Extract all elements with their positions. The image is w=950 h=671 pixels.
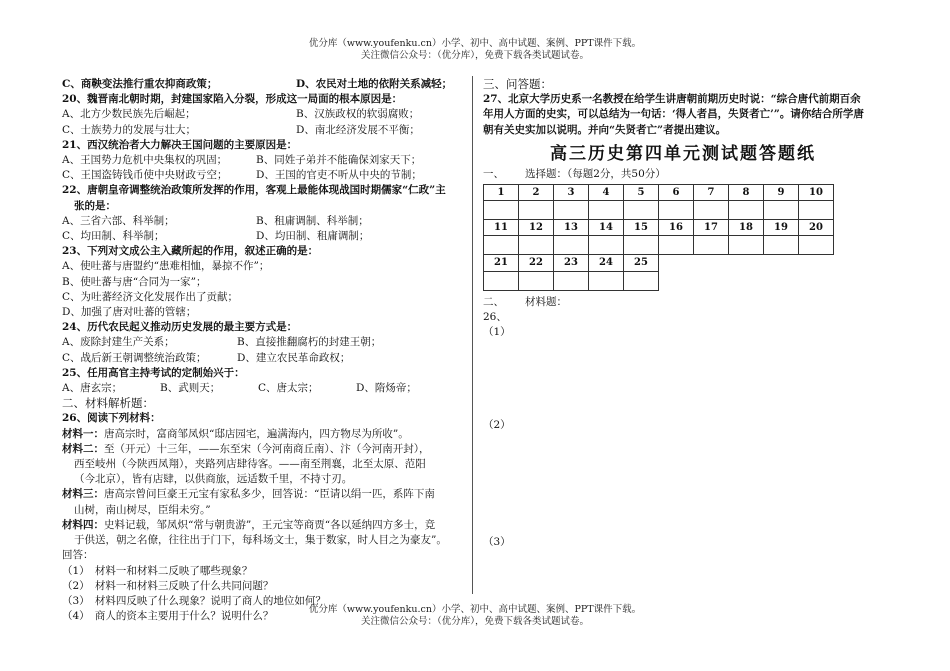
answer-grid-blank-cell[interactable] xyxy=(589,271,624,290)
footer-line-2: 关注微信公众号：（优分库），免费下载各类试题试卷。 xyxy=(360,616,589,627)
answer-grid-blank-cell[interactable] xyxy=(659,236,694,255)
answer-grid-blank-cell[interactable] xyxy=(624,236,659,255)
answer-grid-blank-cell[interactable] xyxy=(519,271,554,290)
answer-grid-row-3-numbers xyxy=(484,255,834,271)
answer-grid-blank-cell[interactable] xyxy=(764,201,799,220)
q24-stem: 24、历代农民起义推动历史发展的最主要方式是： xyxy=(62,321,298,334)
answer-grid-blank-cell[interactable] xyxy=(484,271,519,290)
answer-grid-number-cell: 21 xyxy=(484,255,519,271)
q24-option-c: C、战后新王朝调整统治政策； xyxy=(62,351,207,364)
answer-grid-number-cell: 18 xyxy=(729,220,764,236)
answer-grid-row-1-blanks xyxy=(484,201,834,220)
q24-option-b: B、直接推翻腐朽的封建王朝； xyxy=(237,336,382,349)
q20-option-a: A、北方少数民族先后崛起； xyxy=(62,108,196,121)
answer-grid-blank-cell[interactable] xyxy=(729,201,764,220)
answer-part-1-label: （1） xyxy=(483,326,511,339)
q21-option-c: C、王国盗铸钱币使中央财政亏空； xyxy=(62,169,228,182)
q25-option-b: B、武则天； xyxy=(160,382,221,395)
material-2-line-2: 西至岐州（今陕西凤翔），夹路列店肆待客。——南至荆襄，北至太原、范阳 xyxy=(74,458,426,471)
answer-grid-number-cell: 11 xyxy=(484,220,519,236)
answer-grid-number-cell: 24 xyxy=(589,255,624,271)
material-3 xyxy=(62,487,462,502)
answer-sheet-title: 高三历史第四单元测试题答题纸 xyxy=(550,143,816,164)
choice-section-label: 选择题：（每题2分，共50分） xyxy=(525,167,666,180)
material-3-line-2: 山树，南山树尽，臣绢未穷。” xyxy=(74,503,211,516)
answer-grid-number-cell: 14 xyxy=(589,220,624,236)
answer-grid-blank-cell[interactable] xyxy=(484,236,519,255)
q24-option-a: A、废除封建生产关系； xyxy=(62,336,175,349)
answer-grid-blank-cell[interactable] xyxy=(729,236,764,255)
material-3-label: 材料三： xyxy=(62,488,104,501)
answer-grid-number-cell: 16 xyxy=(659,220,694,236)
answer-grid-blank-cell[interactable] xyxy=(484,201,519,220)
q25-option-d: D、隋炀帝； xyxy=(356,382,417,395)
q19-option-d: D、农民对土地的依附关系减轻； xyxy=(296,78,453,90)
q19-options xyxy=(62,77,462,92)
q23-stem: 23、下列对文成公主入藏所起的作用，叙述正确的是： xyxy=(62,245,319,258)
q20-stem: 20、魏晋南北朝时期，封建国家陷入分裂，形成这一局面的根本原因是： xyxy=(62,93,403,106)
material-section-label: 材料题： xyxy=(525,295,567,308)
q22-option-d: D、均田制、租庸调制； xyxy=(256,230,370,243)
answer-grid-number-cell: 4 xyxy=(589,185,624,201)
q23-option-d: D、加强了唐对吐蕃的管辖； xyxy=(62,306,197,319)
answer-grid-number-cell: 5 xyxy=(624,185,659,201)
q22-option-c: C、均田制、科举制； xyxy=(62,230,165,243)
answer-grid-blank-cell[interactable] xyxy=(799,201,834,220)
q20-option-c: C、士族势力的发展与壮大； xyxy=(62,123,197,136)
q26-stem: 26、阅读下列材料： xyxy=(62,412,161,425)
answer-grid-empty-cell xyxy=(659,255,694,271)
q23-option-c: C、为吐蕃经济文化发展作出了贡献； xyxy=(62,290,239,303)
answer-grid xyxy=(483,184,834,291)
answer-grid-blank-cell[interactable] xyxy=(589,236,624,255)
answer-part-3[interactable] xyxy=(483,535,883,550)
answer-part-2-label: （2） xyxy=(483,419,511,432)
column-divider xyxy=(472,76,473,594)
material-2-line-1: 至（开元）十三年，——东至宋（今河南商丘南）、汴（今河南开封）， xyxy=(104,442,430,455)
q25-options xyxy=(62,381,462,396)
answer-grid-number-cell: 7 xyxy=(694,185,729,201)
q23-option-a: A、使吐蕃与唐盟约“患难相恤，暴掠不作”； xyxy=(62,260,270,273)
answer-grid-blank-cell[interactable] xyxy=(799,236,834,255)
footer-line-1: 优分库（www.youfenku.cn）小学、初中、高中试题、案例、PPT课件下载。 xyxy=(308,604,642,615)
answer-grid-blank-cell[interactable] xyxy=(764,236,799,255)
answer-grid-blank-cell[interactable] xyxy=(554,236,589,255)
answer-grid-number-cell: 15 xyxy=(624,220,659,236)
answer-grid-number-cell: 6 xyxy=(659,185,694,201)
answer-label: 回答： xyxy=(62,549,94,562)
material-1-text: 唐高宗时，富商邹凤炽“邸店园宅，遍满海内，四方物尽为所收”。 xyxy=(104,427,409,440)
answer-grid-number-cell: 19 xyxy=(764,220,799,236)
q25-option-a: A、唐玄宗； xyxy=(62,382,123,395)
answer-grid-number-cell: 2 xyxy=(519,185,554,201)
answer-grid-number-cell: 13 xyxy=(554,220,589,236)
answer-grid-row-2-blanks xyxy=(484,236,834,255)
answer-grid-empty-cell xyxy=(729,271,764,290)
answer-grid-blank-cell[interactable] xyxy=(589,201,624,220)
answer-grid-empty-cell xyxy=(694,271,729,290)
answer-grid-blank-cell[interactable] xyxy=(624,201,659,220)
answer-grid-number-cell: 17 xyxy=(694,220,729,236)
answer-grid-number-cell: 20 xyxy=(799,220,834,236)
section-3-heading: 三、问答题： xyxy=(483,77,552,91)
q22-option-a: A、三省六部、科举制； xyxy=(62,214,175,227)
answer-grid-number-cell: 22 xyxy=(519,255,554,271)
q21-option-d: D、王国的官吏不听从中央的节制； xyxy=(256,169,422,182)
material-4-line-2: 于供送，朝之名僚，往往出于门下，每科场文士，集于数家，时人目之为豪友”。 xyxy=(74,534,447,547)
q20-option-b: B、汉族政权的软弱腐败； xyxy=(296,108,420,121)
answer-grid-blank-cell[interactable] xyxy=(554,271,589,290)
answer-grid-number-cell: 1 xyxy=(484,185,519,201)
section-2-heading: 二、材料解析题： xyxy=(62,396,154,411)
q19-option-c: C、商鞅变法推行重农抑商政策； xyxy=(62,78,218,90)
choice-section-heading xyxy=(483,167,883,182)
q24-options-cd xyxy=(62,351,462,366)
material-section-number: 二、 xyxy=(483,295,504,308)
answer-grid-number-cell: 23 xyxy=(554,255,589,271)
q20-options-ab xyxy=(62,107,462,122)
q22-option-b: B、租庸调制、科举制； xyxy=(256,214,369,227)
answer-grid-number-cell: 9 xyxy=(764,185,799,201)
answer-part-1[interactable] xyxy=(483,325,883,418)
answer-grid-row-2-numbers xyxy=(484,220,834,236)
choice-section-number: 一、 xyxy=(483,167,504,180)
answer-grid-empty-cell xyxy=(659,271,694,290)
answer-grid-blank-cell[interactable] xyxy=(519,201,554,220)
q22-options-ab xyxy=(62,214,462,229)
q27-line-1: 27、北京大学历史系一名教授在给学生讲唐朝前期历史时说：“综合唐代前期百余 xyxy=(483,93,861,106)
q22-options-cd xyxy=(62,229,462,244)
answer-grid-blank-cell[interactable] xyxy=(694,236,729,255)
answer-grid-empty-cell xyxy=(799,271,834,290)
q26-sub-3: （3） 材料四反映了什么现象？说明了商人的地位如何？ xyxy=(62,594,326,607)
q25-option-c: C、唐太宗； xyxy=(258,382,319,395)
q20-options-cd xyxy=(62,123,462,138)
page-footer xyxy=(0,604,950,628)
q21-option-a: A、王国势力危机中央集权的巩固； xyxy=(62,154,228,167)
answer-grid-blank-cell[interactable] xyxy=(624,271,659,290)
q26-sub-2: （2） 材料一和材料三反映了什么共同问题？ xyxy=(62,579,274,592)
material-3-line-1: 唐高宗曾问巨豪王元宝有家私多少，回答说：“臣请以绢一匹，系阵下南 xyxy=(104,488,435,501)
answer-grid-blank-cell[interactable] xyxy=(694,201,729,220)
answer-part-2[interactable] xyxy=(483,418,883,535)
answer-grid-empty-cell xyxy=(764,255,799,271)
answer-q26-label: 26、 xyxy=(483,310,507,323)
header-line-2: 关注微信公众号：（优分库），免费下载各类试题试卷。 xyxy=(360,50,589,61)
answer-grid-blank-cell[interactable] xyxy=(554,201,589,220)
material-2-label: 材料二： xyxy=(62,442,104,455)
q25-stem: 25、任用高官主持考试的定制始兴于： xyxy=(62,366,245,379)
q22-stem-line2: 张的是： xyxy=(74,199,116,212)
q23-option-b: B、使吐蕃与唐“合同为一家”； xyxy=(62,275,207,288)
page-header xyxy=(0,38,950,62)
material-4-line-1: 史料记载，邹凤炽“常与朝贵游”，王元宝等商贾“各以延纳四方多士，竞 xyxy=(104,518,436,531)
answer-grid-number-cell: 25 xyxy=(624,255,659,271)
material-section-heading xyxy=(483,295,883,310)
answer-grid-empty-cell xyxy=(729,255,764,271)
answer-grid-number-cell: 3 xyxy=(554,185,589,201)
answer-grid-number-cell: 10 xyxy=(799,185,834,201)
answer-grid-empty-cell xyxy=(799,255,834,271)
left-column xyxy=(62,77,462,624)
material-1-label: 材料一： xyxy=(62,427,104,440)
q27-line-3: 朝有关史实加以说明。并向“失贤者亡”者提出建议。 xyxy=(483,123,727,136)
answer-grid-blank-cell[interactable] xyxy=(659,201,694,220)
right-column xyxy=(483,77,883,550)
material-2-line-3: （今北京），皆有店肆，以供商旅，远适数千里，不持寸刃。 xyxy=(74,473,353,486)
answer-grid-number-cell: 8 xyxy=(729,185,764,201)
q22-stem-line1: 22、唐朝皇帝调整统治政策所发挥的作用，客观上最能体现战国时期儒家“仁政”主 xyxy=(62,184,446,197)
q21-options-ab xyxy=(62,153,462,168)
q26-sub-4: （4） 商人的资本主要用于什么？说明什么？ xyxy=(62,610,274,623)
q26-sub-1: （1） 材料一和材料二反映了哪些现象？ xyxy=(62,564,253,577)
answer-grid-row-3-blanks xyxy=(484,271,834,290)
q21-option-b: B、同姓子弟并不能确保刘家天下； xyxy=(256,154,422,167)
q24-option-d: D、建立农民革命政权； xyxy=(237,351,351,364)
q21-options-cd xyxy=(62,168,462,183)
answer-grid-empty-cell xyxy=(764,271,799,290)
answer-grid-row-1-numbers xyxy=(484,185,834,201)
header-line-1: 优分库（www.youfenku.cn）小学、初中、高中试题、案例、PPT课件下载。 xyxy=(308,38,642,49)
answer-grid-blank-cell[interactable] xyxy=(519,236,554,255)
material-1 xyxy=(62,427,462,442)
material-4 xyxy=(62,518,462,533)
q21-stem: 21、西汉统治者大力解决王国问题的主要原因是： xyxy=(62,138,298,151)
q24-options-ab xyxy=(62,335,462,350)
answer-grid-number-cell: 12 xyxy=(519,220,554,236)
q20-option-d: D、南北经济发展不平衡； xyxy=(296,123,420,136)
answer-grid-empty-cell xyxy=(694,255,729,271)
material-2 xyxy=(62,442,462,457)
material-4-label: 材料四： xyxy=(62,518,104,531)
answer-part-3-label: （3） xyxy=(483,536,511,549)
q27-line-2: 年用人方面的史实，可以总结为一句话：‘得人者昌，失贤者亡’”。请你结合所学唐 xyxy=(483,108,864,121)
